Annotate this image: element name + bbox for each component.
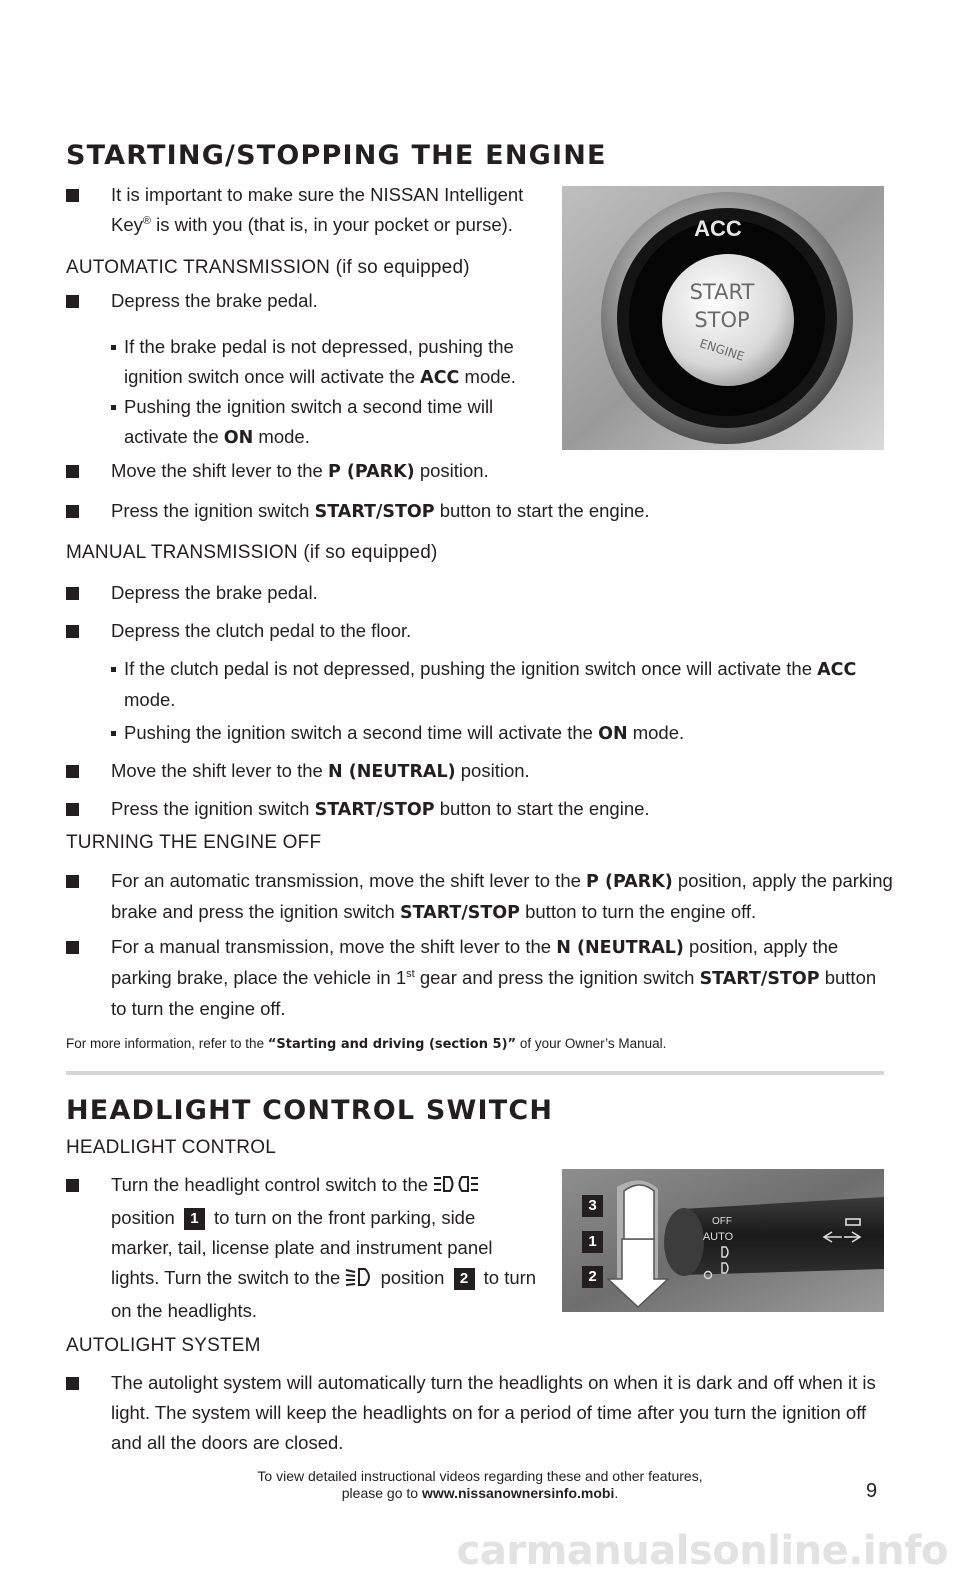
note-text: For more information, refer to the	[66, 1036, 268, 1051]
ordinal-sup: st	[406, 967, 415, 980]
auto-transmission-heading: AUTOMATIC TRANSMISSION (if so equipped)	[66, 257, 470, 278]
section-title-starting-stopping: STARTING/STOPPING THE ENGINE	[66, 140, 607, 171]
auto-label: AUTO	[702, 1231, 734, 1243]
headlight-switch-photo	[562, 1169, 884, 1312]
watermark	[0, 1526, 960, 1584]
bullet-headlight-switch	[66, 1170, 542, 1326]
bullet-text: Turn the headlight control switch to the	[111, 1174, 434, 1195]
autolight-system-heading: AUTOLIGHT SYSTEM	[66, 1335, 261, 1356]
park-term: P (PARK)	[327, 462, 415, 482]
subbullet-on-manual	[111, 718, 871, 749]
acc-term: ACC	[420, 368, 460, 388]
callout-3: 3	[582, 1195, 603, 1217]
bullet-shift-neutral	[66, 756, 886, 787]
bullet-text: If the brake pedal is not depressed, pushing the ignition switch once will activate the	[124, 336, 514, 387]
bullet-square-icon	[66, 295, 79, 308]
bullet-off-automatic	[66, 866, 896, 928]
bullet-text: position, apply the parking brake and press the ignition switch	[111, 870, 893, 922]
owners-manual-note	[66, 1036, 666, 1052]
bullet-text: to turn on the headlights.	[111, 1267, 537, 1321]
bullet-text: position.	[414, 460, 489, 481]
dot-icon	[111, 667, 116, 672]
bullet-text: button to start the engine.	[434, 798, 650, 819]
footer-video-note	[200, 1468, 760, 1502]
note-text: of your Owner’s Manual.	[516, 1036, 667, 1051]
dot-icon	[111, 731, 116, 736]
start-stop-term: START/STOP	[699, 969, 820, 989]
bullet-text: Move the shift lever to the	[111, 460, 328, 481]
bullet-text: button to start the engine.	[434, 500, 650, 521]
bullet-square-icon	[66, 587, 79, 600]
start-stop-button-photo	[562, 186, 884, 450]
note-reference: “Starting and driving (section 5)”	[267, 1037, 517, 1052]
website-link[interactable]: www.nissanownersinfo.mobi	[421, 1485, 615, 1501]
callout-2: 2	[582, 1266, 603, 1288]
neutral-term: N (NEUTRAL)	[327, 762, 456, 782]
bullet-square-icon	[66, 941, 79, 954]
acc-label: ACC	[694, 216, 742, 241]
bullet-square-icon	[66, 765, 79, 778]
bullet-text: Pushing the ignition switch a second time will activate the	[124, 722, 599, 743]
bullet-text: Pushing the ignition switch a second time will activate the	[124, 396, 494, 447]
bullet-text: Depress the clutch pedal to the floor.	[111, 620, 412, 641]
bullet-text: For an automatic transmission, move the shift lever to the	[111, 870, 587, 891]
start-label: START	[689, 280, 755, 304]
bullet-text: position	[380, 1267, 450, 1288]
headlight-control-heading: HEADLIGHT CONTROL	[66, 1137, 276, 1158]
park-term: P (PARK)	[586, 872, 673, 892]
bullet-text: button to turn the engine off.	[111, 967, 877, 1019]
bullet-text: position.	[455, 760, 530, 781]
section-title-headlight: HEADLIGHT CONTROL SWITCH	[66, 1095, 554, 1126]
bullet-off-manual	[66, 932, 896, 1024]
bullet-press-start-auto	[66, 496, 886, 527]
bullet-square-icon	[66, 803, 79, 816]
start-stop-term: START/STOP	[314, 800, 435, 820]
headlight-icon	[345, 1266, 375, 1296]
page-number: 9	[866, 1480, 878, 1502]
bullet-square-icon	[66, 505, 79, 518]
bullet-square-icon	[66, 625, 79, 638]
bullet-press-start-manual	[66, 794, 886, 825]
manual-transmission-heading: MANUAL TRANSMISSION (if so equipped)	[66, 542, 438, 563]
stop-label: STOP	[694, 308, 750, 332]
bullet-text: mode.	[124, 689, 176, 710]
bullet-square-icon	[66, 875, 79, 888]
on-term: ON	[223, 428, 254, 448]
parking-lights-icon	[433, 1173, 479, 1203]
intro-text-end: is with you (that is, in your pocket or purse).	[151, 214, 513, 235]
bullet-text: Press the ignition switch	[111, 798, 315, 819]
start-stop-term: START/STOP	[314, 502, 435, 522]
bullet-text: For a manual transmission, move the shift lever to the	[111, 936, 557, 957]
bullet-text: position, apply the parking brake, place the vehicle in 1	[111, 936, 839, 988]
registered-mark: ®	[142, 214, 151, 227]
callout-1: 1	[582, 1231, 603, 1253]
bullet-autolight	[66, 1368, 886, 1458]
bullet-square-icon	[66, 189, 79, 202]
acc-term: ACC	[817, 660, 857, 680]
bullet-text: mode.	[459, 366, 516, 387]
bullet-depress-brake-manual	[66, 578, 886, 608]
subbullet-acc-auto	[111, 332, 546, 393]
bullet-square-icon	[66, 1377, 79, 1390]
off-label: OFF	[712, 1216, 732, 1227]
section-divider	[66, 1071, 884, 1075]
dot-icon	[111, 405, 116, 410]
subbullet-acc-manual	[111, 654, 871, 715]
bullet-text: Depress the brake pedal.	[111, 582, 318, 603]
start-stop-term: START/STOP	[399, 903, 520, 923]
bullet-depress-clutch	[66, 616, 886, 646]
bullet-text: Move the shift lever to the	[111, 760, 328, 781]
bullet-text: position	[111, 1207, 180, 1228]
footer-line-2: please go to www.nissanownersinfo.mobi.	[341, 1485, 619, 1501]
position-2-label: 2	[454, 1268, 475, 1290]
intro-text: It is important to make sure the NISSAN Intelligent Key	[111, 184, 524, 235]
position-1-label: 1	[184, 1208, 205, 1230]
subbullet-on-auto	[111, 392, 546, 453]
bullet-text: mode.	[627, 722, 685, 743]
bullet-text: Press the ignition switch	[111, 500, 315, 521]
bullet-depress-brake-auto	[66, 286, 546, 316]
bullet-shift-park	[66, 456, 886, 487]
on-term: ON	[598, 724, 628, 744]
bullet-square-icon	[66, 465, 79, 478]
bullet-text: Depress the brake pedal.	[111, 290, 318, 311]
bullet-text: The autolight system will automatically turn the headlights on when it is dark and off when it is light. The system will keep the headlights on for a period of time after you turn the ignition off and all the doors are closed.	[111, 1372, 876, 1453]
bullet-text: to turn on the front parking, side marker, tail, license plate and instrument panel lights. Turn the switch to the	[111, 1207, 493, 1288]
turning-engine-off-heading: TURNING THE ENGINE OFF	[66, 832, 322, 853]
neutral-term: N (NEUTRAL)	[556, 938, 684, 958]
bullet-intelligent-key	[66, 180, 556, 240]
watermark-text: carmanualsonline.info	[456, 1528, 948, 1574]
bullet-square-icon	[66, 1179, 79, 1192]
bullet-text: If the clutch pedal is not depressed, pushing the ignition switch once will activate the	[124, 658, 818, 679]
bullet-text: button to turn the engine off.	[519, 901, 757, 922]
bullet-text: mode.	[253, 426, 310, 447]
footer-line-1: To view detailed instructional videos regarding these and other features,	[257, 1468, 703, 1484]
engine-label: ENGINE	[697, 336, 747, 364]
bullet-text: gear and press the ignition switch	[414, 967, 700, 988]
dot-icon	[111, 345, 116, 350]
